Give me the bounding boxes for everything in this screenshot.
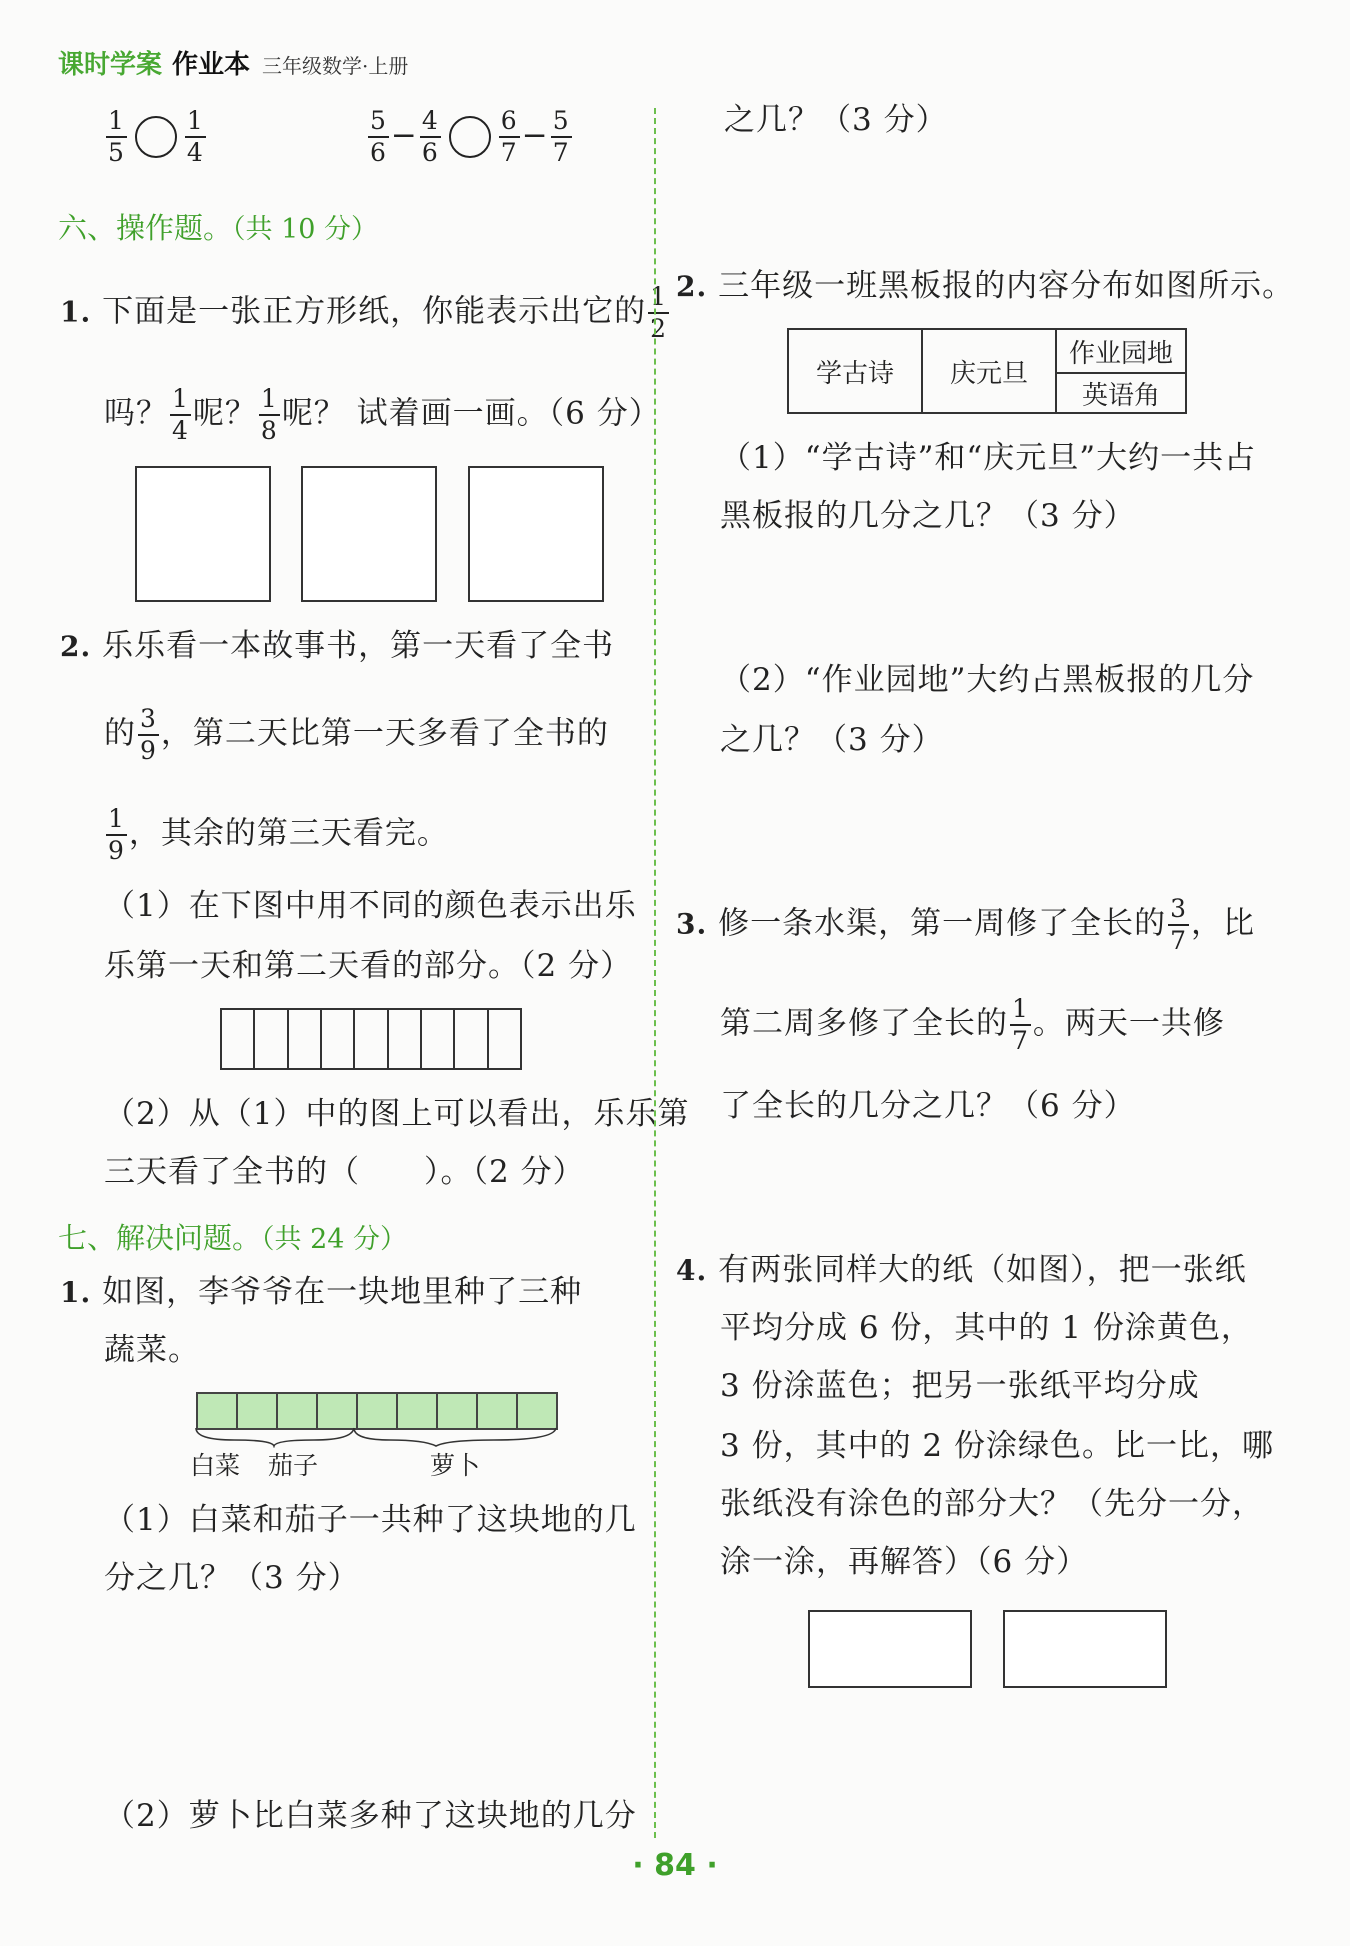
fraction: $\frac{1}{7}$	[1012, 994, 1029, 1055]
question-6-2-part2-line1: （2）从（1）中的图上可以看出，乐乐第	[104, 1096, 690, 1132]
question-6-2: 2. 乐乐看一本故事书，第一天看了全书	[60, 628, 615, 664]
book-strip-nine-parts[interactable]	[220, 1008, 522, 1070]
column-divider	[654, 108, 656, 1838]
question-6-2-line2: 的 $\frac{3}{9}$ ，第二天比第一天多看了全书的	[104, 704, 609, 765]
page-number: · 84 ·	[632, 1848, 718, 1883]
question-7-4-line2: 平均分成 6 份，其中的 1 份涂黄色，	[720, 1310, 1253, 1346]
question-6-1: 1. 下面是一张正方形纸，你能表示出它的 $\frac{1}{2}$	[60, 282, 667, 343]
section-six-heading: 六、操作题。（共 10 分）	[58, 211, 379, 245]
drawing-square-eighth[interactable]	[468, 466, 604, 602]
fraction: $\frac{1}{8}$	[260, 384, 278, 445]
question-7-4-line3: 3 份涂蓝色；把另一张纸平均分成	[720, 1368, 1200, 1404]
fraction: $\frac{3}{9}$	[140, 704, 157, 765]
brand-product: 作业本	[172, 50, 251, 80]
question-7-1: 1. 如图，李爷爷在一块地里种了三种	[60, 1274, 583, 1310]
compare-circle[interactable]	[449, 116, 491, 158]
fraction: $\frac{1}{4}$	[186, 106, 204, 167]
fraction: $\frac{3}{7}$	[1170, 894, 1187, 955]
fraction: $\frac{1}{2}$	[650, 282, 667, 343]
blackboard-layout-table	[787, 328, 1187, 414]
book-subtitle: 三年级数学·上册	[262, 54, 409, 78]
drawing-square-quarter[interactable]	[301, 466, 437, 602]
compare-item-b: $\frac{5}{6}$ − $\frac{4}{6}$ $\frac{6}{7}$ − $\frac{5}{7}$	[370, 106, 570, 167]
paper-rectangle-2[interactable]	[1003, 1610, 1167, 1688]
cell-homework: 作业园地	[1056, 329, 1186, 373]
question-7-3-line2: 第二周多修了全长的 $\frac{1}{7}$ 。两天一共修	[720, 994, 1225, 1055]
fraction: $\frac{1}{5}$	[108, 106, 125, 167]
question-7-1-part1-line2: 分之几？（3 分）	[104, 1560, 360, 1596]
question-6-2-part1-line2: 乐第一天和第二天看的部分。（2 分）	[104, 948, 633, 984]
question-7-4-line5: 张纸没有涂色的部分大？（先分一分，	[720, 1486, 1264, 1522]
question-7-2-part2-line2: 之几？（3 分）	[720, 722, 944, 758]
paper-rectangle-1[interactable]	[808, 1610, 972, 1688]
fraction: $\frac{1}{4}$	[172, 384, 189, 445]
fraction: $\frac{4}{6}$	[421, 106, 439, 167]
cell-new-year: 庆元旦	[922, 329, 1056, 413]
question-7-2-part2-line1: （2）“作业园地”大约占黑板报的几分	[720, 662, 1255, 698]
question-7-1-part1-line1: （1）白菜和茄子一共种了这块地的几	[104, 1502, 637, 1538]
question-7-1-line2: 蔬菜。	[104, 1332, 200, 1368]
question-7-2: 2. 三年级一班黑板报的内容分布如图所示。	[676, 268, 1295, 304]
section-seven-heading: 七、解决问题。（共 24 分）	[58, 1221, 408, 1255]
brand-name: 课时学案	[58, 50, 163, 80]
question-6-2-line3: $\frac{1}{9}$ ，其余的第三天看完。	[108, 804, 449, 865]
question-7-2-part1-line1: （1）“学古诗”和“庆元旦”大约一共占	[720, 440, 1257, 476]
cell-poetry: 学古诗	[788, 329, 922, 413]
question-6-2-part2-line2: 三天看了全书的（ ）。（2 分）	[104, 1154, 585, 1190]
question-7-2-part1-line2: 黑板报的几分之几？（3 分）	[720, 498, 1136, 534]
fraction: $\frac{5}{7}$	[552, 106, 570, 167]
label-eggplant: 茄子	[268, 1451, 319, 1480]
compare-circle[interactable]	[135, 116, 177, 158]
vegetable-field-diagram	[196, 1392, 558, 1430]
fraction: $\frac{5}{6}$	[370, 106, 387, 167]
question-6-2-part1-line1: （1）在下图中用不同的颜色表示出乐	[104, 888, 637, 924]
question-7-1-part2-line1: （2）萝卜比白菜多种了这块地的几分	[104, 1798, 637, 1834]
page-header	[58, 44, 408, 81]
compare-item-a	[104, 106, 208, 168]
fraction: $\frac{6}{7}$	[500, 106, 518, 167]
fraction: $\frac{1}{9}$	[108, 804, 125, 865]
question-7-4: 4. 有两张同样大的纸（如图），把一张纸	[676, 1252, 1247, 1288]
cell-english: 英语角	[1056, 373, 1186, 413]
label-cabbage: 白菜	[190, 1451, 241, 1480]
label-radish: 萝卜	[430, 1451, 481, 1480]
continued-text: 之几？（3 分）	[724, 102, 948, 138]
question-6-1-line2: 吗？ $\frac{1}{4}$ 呢？ $\frac{1}{8}$ 呢？ 试着画一画。（6 分）	[104, 384, 661, 445]
drawing-square-half[interactable]	[135, 466, 271, 602]
question-7-4-line6: 涂一涂，再解答）（6 分）	[720, 1544, 1089, 1580]
question-7-4-line4: 3 份，其中的 2 份涂绿色。比一比，哪	[720, 1428, 1275, 1464]
question-7-3-line3: 了全长的几分之几？（6 分）	[720, 1088, 1136, 1124]
vegetable-brackets	[194, 1426, 558, 1448]
question-7-3: 3. 修一条水渠，第一周修了全长的 $\frac{3}{7}$ ，比	[676, 894, 1255, 955]
